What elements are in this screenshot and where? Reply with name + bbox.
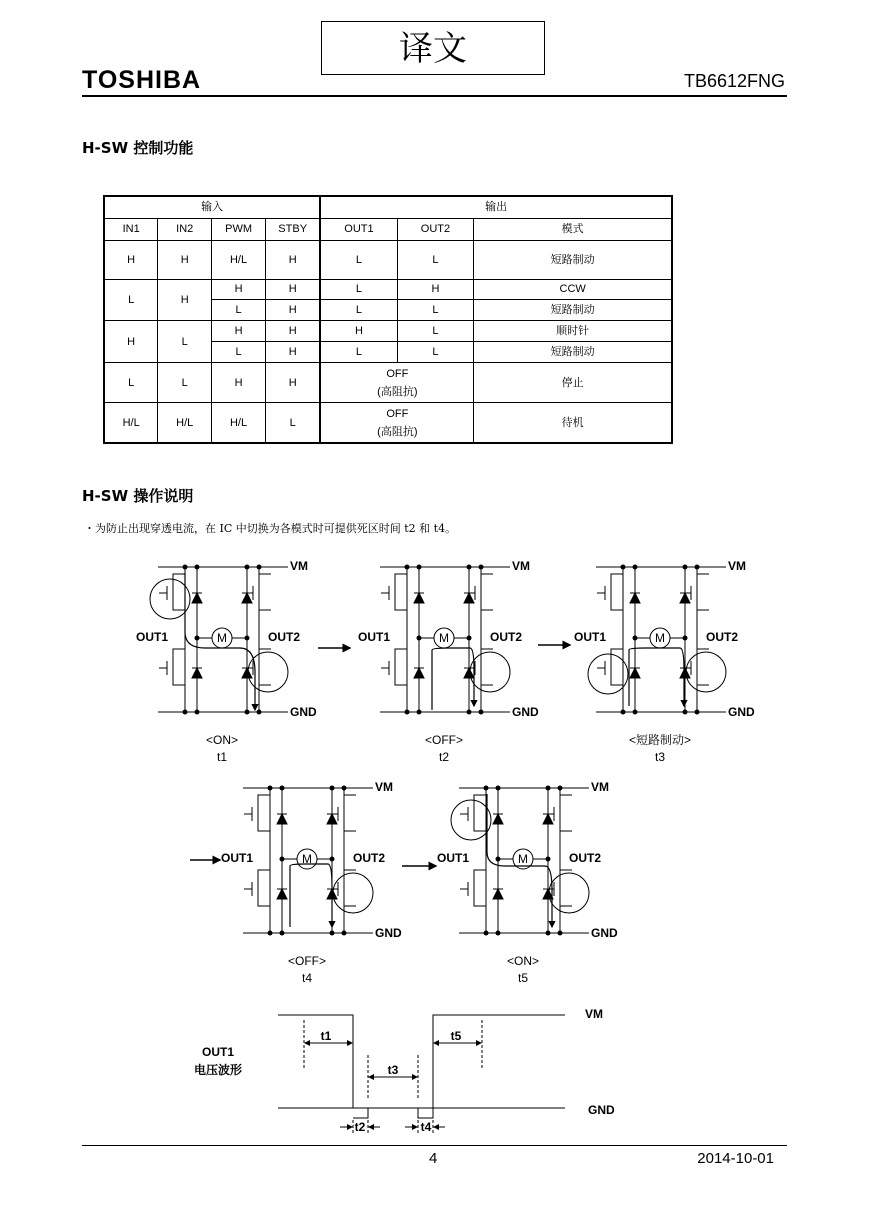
motor-label: M <box>439 631 449 645</box>
wave-label-t5: t5 <box>450 1029 462 1043</box>
gnd-label: GND <box>728 705 755 719</box>
out2-label: OUT2 <box>490 630 523 644</box>
table-cell: H/L <box>104 403 158 443</box>
section-title-operation: H-SW 操作说明 <box>82 487 194 505</box>
motor-label: M <box>655 631 665 645</box>
table-cell: L <box>320 240 397 279</box>
wave-gnd-label: GND <box>588 1103 615 1117</box>
col-stby: STBY <box>265 218 320 240</box>
table-cell: 短路制动 <box>474 342 672 363</box>
wave-vm-label: VM <box>585 1007 603 1021</box>
table-cell: 短路制动 <box>474 240 672 279</box>
table-cell: H <box>397 279 474 299</box>
state-time-label: t4 <box>301 971 313 985</box>
state-mode-label: <ON> <box>205 733 239 747</box>
cell-line: OFF <box>386 407 409 420</box>
table-cell: L <box>397 240 474 279</box>
table-cell: CCW <box>474 279 672 299</box>
table-cell: H <box>265 279 320 299</box>
gnd-label: GND <box>375 926 402 940</box>
wave-label-t4: t4 <box>420 1120 432 1134</box>
state-mode-label: <短路制动> <box>628 733 692 747</box>
out2-label: OUT2 <box>268 630 301 644</box>
vm-label: VM <box>512 559 530 573</box>
out1-label: OUT1 <box>358 630 391 644</box>
out1-label: OUT1 <box>574 630 607 644</box>
col-out1: OUT1 <box>320 218 397 240</box>
table-cell: L <box>104 279 158 320</box>
wave-voltage-label: 电压波形 <box>193 1063 243 1077</box>
table-cell: H/L <box>212 403 266 443</box>
table-cell: H <box>104 240 158 279</box>
table-cell: 停止 <box>474 363 672 403</box>
table-cell: H/L <box>212 240 266 279</box>
state-mode-label: <OFF> <box>424 733 464 747</box>
table-cell: L <box>320 342 397 363</box>
toshiba-logo: TOSHIBA <box>82 66 202 94</box>
table-cell: H <box>158 240 212 279</box>
out1-label: OUT1 <box>136 630 169 644</box>
table-cell: 短路制动 <box>474 299 672 320</box>
motor-label: M <box>302 852 312 866</box>
table-cell: H <box>212 320 266 341</box>
part-number: TB6612FNG <box>683 71 785 91</box>
state-mode-label: <ON> <box>506 954 540 968</box>
table-cell: H <box>265 342 320 363</box>
out2-label: OUT2 <box>353 851 386 865</box>
state-time-label: t3 <box>654 750 666 764</box>
footer-date: 2014-10-01 <box>697 1150 774 1167</box>
table-cell: H <box>320 320 397 341</box>
table-cell: H <box>265 240 320 279</box>
table-cell: H <box>265 363 320 403</box>
table-cell: H <box>265 320 320 341</box>
table-cell: L <box>158 320 212 362</box>
state-time-label: t5 <box>517 971 529 985</box>
state-mode-label: <OFF> <box>287 954 327 968</box>
table-cell: H <box>104 320 158 362</box>
table-cell: H <box>265 299 320 320</box>
vm-label: VM <box>290 559 308 573</box>
table-cell: 顺时针 <box>474 320 672 341</box>
table-cell: L <box>320 299 397 320</box>
state-time-label: t1 <box>216 750 228 764</box>
section-title-control: H-SW 控制功能 <box>82 139 194 157</box>
cell-line: (高阻抗) <box>377 385 418 398</box>
table-cell: 待机 <box>474 403 672 443</box>
footer-rule <box>82 1145 787 1146</box>
page-number: 4 <box>429 1150 438 1167</box>
gnd-label: GND <box>591 926 618 940</box>
vm-label: VM <box>591 780 609 794</box>
dead-time-note: ・为防止出现穿透电流，在 IC 中切换为各模式时可提供死区时间 t2 和 t4。 <box>84 522 457 535</box>
out1-label: OUT1 <box>221 851 254 865</box>
out2-label: OUT2 <box>569 851 602 865</box>
gnd-label: GND <box>512 705 539 719</box>
out2-label: OUT2 <box>706 630 739 644</box>
table-cell: L <box>397 299 474 320</box>
table-cell: L <box>397 320 474 341</box>
vm-label: VM <box>728 559 746 573</box>
wave-label-t3: t3 <box>387 1063 399 1077</box>
header-input: 输入 <box>104 196 320 218</box>
col-in1: IN1 <box>104 218 158 240</box>
table-cell: H <box>212 363 266 403</box>
wave-label-t1: t1 <box>320 1029 332 1043</box>
table-cell: L <box>397 342 474 363</box>
table-cell: H <box>212 279 266 299</box>
table-cell: L <box>265 403 320 443</box>
motor-label: M <box>217 631 227 645</box>
state-time-label: t2 <box>438 750 450 764</box>
wave-label-t2: t2 <box>354 1120 366 1134</box>
out1-label: OUT1 <box>437 851 470 865</box>
motor-label: M <box>518 852 528 866</box>
header-output: 输出 <box>320 196 672 218</box>
table-cell: H <box>158 279 212 320</box>
wave-out1-label: OUT1 <box>201 1045 235 1059</box>
cell-line: (高阻抗) <box>377 425 418 438</box>
table-cell: L <box>212 299 266 320</box>
col-mode: 模式 <box>474 218 672 240</box>
table-cell: L <box>158 363 212 403</box>
table-cell: L <box>320 279 397 299</box>
table-cell: L <box>104 363 158 403</box>
col-in2: IN2 <box>158 218 212 240</box>
gnd-label: GND <box>290 705 317 719</box>
col-pwm: PWM <box>212 218 266 240</box>
translation-badge: 译文 <box>321 21 545 75</box>
table-cell: L <box>212 342 266 363</box>
table-cell: H/L <box>158 403 212 443</box>
vm-label: VM <box>375 780 393 794</box>
cell-line: OFF <box>386 367 409 380</box>
col-out2: OUT2 <box>397 218 474 240</box>
